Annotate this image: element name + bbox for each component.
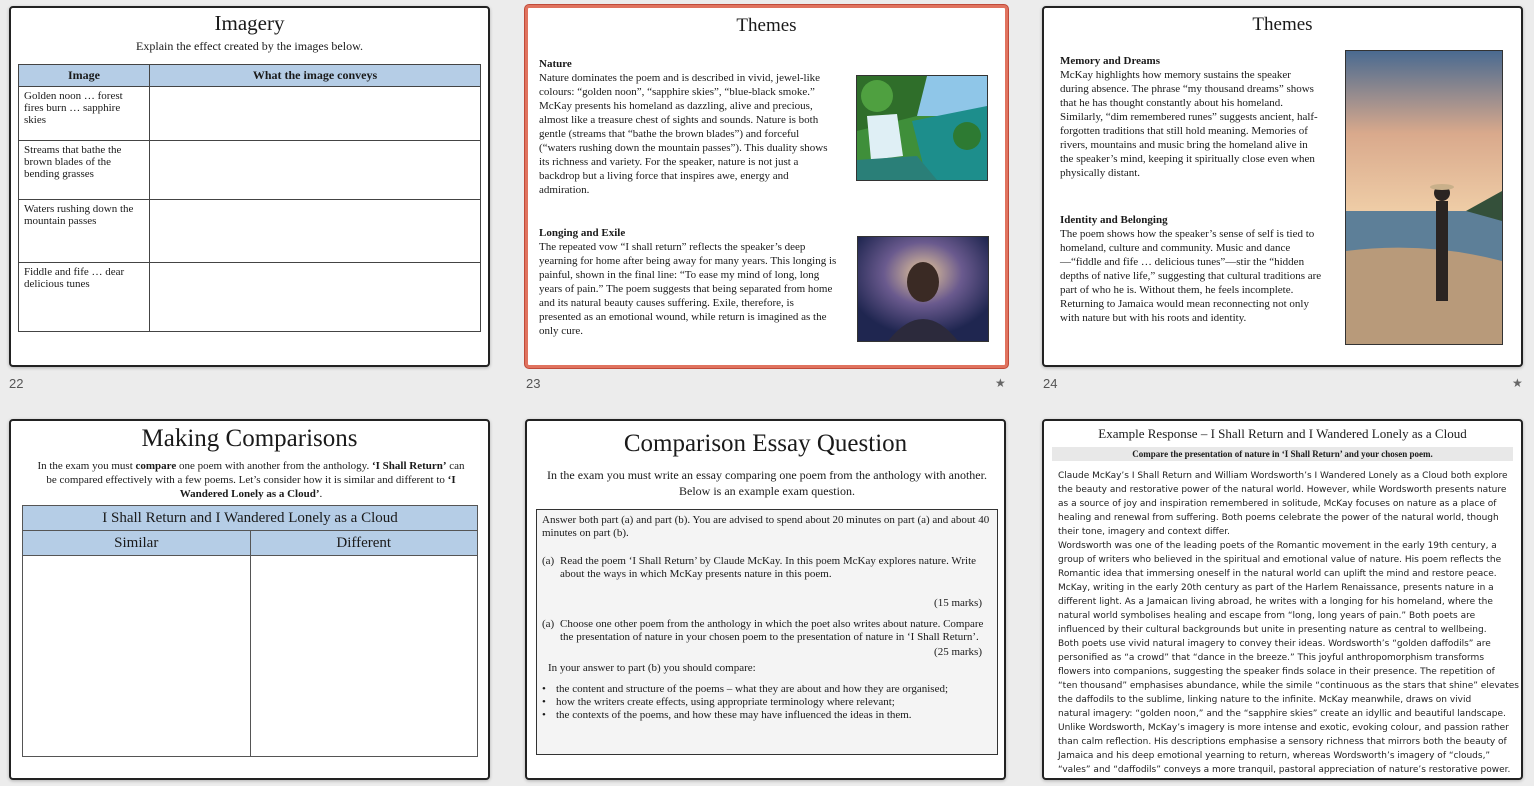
exam-instructions: Answer both part (a) and part (b). You are advised to spend about 20 minutes on part (a) and about 40 minutes on part (b). [542, 514, 990, 539]
slide-title: Example Response – I Shall Return and I Wandered Lonely as a Cloud [1098, 426, 1467, 441]
slide-intro: In the exam you must compare one poem with another from the anthology. ‘I Shall Return’ can be compared effectively with a few poems. Let’s consider how it is similar and different to ‘I Wandered Lonely as a Cloud’. [37, 460, 465, 500]
slide-subtitle: Explain the effect created by the images below. [136, 39, 363, 53]
part-a: (a) Read the poem ‘I Shall Return’ by Claude McKay. In this poem McKay explores nature. Write about the ways in which McKay presents nature in this poem. [542, 555, 977, 580]
theme-section-identity [1060, 213, 1325, 325]
different-cell [250, 556, 478, 757]
compare-intro: In your answer to part (b) you should compare: [548, 662, 756, 674]
conveys-cell [150, 200, 481, 263]
essay-line: than calm reflection. His descriptions emphasise a sensory richness that mirrors both the beauty of [1058, 737, 1507, 747]
table-row [19, 263, 481, 332]
comparison-table [22, 505, 478, 757]
essay-line: Claude McKay’s I Shall Return and William Wordsworth’s I Wandered Lonely as a Cloud both explore [1058, 471, 1508, 481]
star-icon: ★ [1512, 376, 1523, 390]
essay-line: Jamaica and his deep emotional yearning to return, whereas Wordsworth’s imagery of “clouds,” [1058, 751, 1491, 761]
similar-cell [23, 556, 251, 757]
essay-line: their tone, imagery and context differ. [1058, 527, 1231, 537]
part-b-marks: (25 marks) [934, 646, 982, 658]
theme-section-nature [539, 57, 834, 197]
essay-body [1058, 469, 1518, 777]
image-cell: Streams that bathe the brown blades of the bending grasses [19, 141, 150, 200]
essay-line: McKay, writing in the early 20th century as part of the Harlem Renaissance, presents nature in a [1058, 583, 1494, 593]
essay-line: “ten thousand” emphasises abundance, while the simile “continuous as the stars that shine” elevates [1058, 681, 1519, 691]
list-item: • the content and structure of the poems – what they are about and how they are organised; [542, 683, 949, 695]
column-header-similar: Similar [23, 531, 251, 556]
compare-bullets [542, 683, 992, 722]
essay-line: flowers into companions, suggesting the speaker finds solace in their presence. The repetition of [1058, 667, 1495, 677]
essay-line: natural imagery: “golden noon,” and the “sapphire skies” create an idyllic and beautiful landscape. [1058, 709, 1506, 719]
theme-section-memory [1060, 54, 1320, 180]
image-cell: Waters rushing down the mountain passes [19, 200, 150, 263]
star-icon: ★ [995, 376, 1006, 390]
slide-thumbnail-23[interactable] [525, 5, 1008, 368]
essay-line: different light. As a Jamaican living abroad, he writes with a longing for his homeland, where the [1058, 597, 1493, 607]
slide-title: Imagery [214, 11, 285, 35]
essay-line: healing and renewal from suffering. Both poems celebrate the power of the natural world, though [1058, 513, 1499, 523]
section-body: McKay highlights how memory sustains the speaker during absence. The phrase “my thousand dreams” shows that he has thought constantly about his homeland. Similarly, “dim remembered runes” suggests ancient, half-forgotten traditions that still hold meaning. Memories of rivers, mountains and music bring the homeland alive in the speaker’s mind, keeping it spiritually close even when physically distant. [1060, 69, 1318, 179]
slide-number: 22 [9, 376, 24, 391]
table-header: What the image conveys [150, 65, 481, 87]
table-row [19, 87, 481, 141]
table-header: Image [19, 65, 150, 87]
table-title: I Shall Return and I Wandered Lonely as a Cloud [23, 506, 478, 531]
conveys-cell [150, 141, 481, 200]
essay-line: the beauty and restorative power of the natural world. However, while Wordsworth presents nature [1058, 485, 1507, 495]
image-cell: Fiddle and fife … dear delicious tunes [19, 263, 150, 332]
slide-intro: In the exam you must write an essay comparing one poem from the anthology with another. Below is an example exam question. [547, 468, 987, 498]
portrait-image [857, 236, 989, 342]
list-item: • the contexts of the poems, and how these may have influenced the ideas in them. [542, 709, 912, 721]
essay-prompt: Compare the presentation of nature in ‘I Shall Return’ and your chosen poem. [1052, 447, 1513, 461]
exam-question-box [536, 509, 998, 755]
slide-number: 23 [526, 376, 541, 391]
waterfall-image [856, 75, 988, 181]
slide-title: Themes [736, 15, 797, 36]
slide-title: Making Comparisons [141, 425, 358, 452]
essay-line: Wordsworth was one of the leading poets of the Romantic movement in the early 19th century, a [1058, 541, 1497, 551]
essay-line: the daffodils to the sublime, linking nature to the infinite. McKay meanwhile, draws on vivid [1058, 695, 1472, 705]
slide-thumbnail-22[interactable] [9, 6, 490, 367]
part-b: (a) Choose one other poem from the anthology in which the poet also writes about nature. Compare the presentation of nature in your chosen poem to the presentation of nature in ‘I Shall Return’. [542, 618, 984, 643]
section-heading: Nature [539, 58, 572, 70]
column-header-different: Different [250, 531, 478, 556]
imagery-table [18, 64, 481, 332]
list-item: • how the writers create effects, using appropriate terminology where relevant; [542, 696, 895, 708]
conveys-cell [150, 263, 481, 332]
image-cell: Golden noon … forest fires burn … sapphire skies [19, 87, 150, 141]
section-heading: Longing and Exile [539, 227, 626, 239]
slide-thumbnail-24[interactable] [1042, 6, 1523, 367]
section-heading: Memory and Dreams [1060, 55, 1160, 67]
table-row [23, 556, 478, 757]
section-body: The poem shows how the speaker’s sense of self is tied to homeland, culture and community. Music and dance—“fiddle and fife … delicious tunes”—stir the “hidden depths of native life,” suggesting that cultural traditions are part of who he is. Without them, he feels incomplete. Returning to Jamaica would mean reconnecting not only with nature but with his roots and identity. [1060, 228, 1322, 324]
table-row [19, 141, 481, 200]
slide-thumbnail-25[interactable] [9, 419, 490, 780]
beach-man-image [1345, 50, 1503, 345]
essay-line: as a source of joy and inspiration remembered in solitude, McKay focuses on nature as a place of [1058, 499, 1497, 509]
section-body: The repeated vow “I shall return” reflects the speaker’s deep yearning for home after being away for many years. This longing is painful, shown in the final line: “To ease my mind of long, long years of pain.” The poem suggests that being separated from home and its natural beauty causes suffering. Exile, therefore, is presented as an emotional wound, while return is imagined as the only cure. [539, 241, 837, 337]
essay-line: influenced by their cultural backgrounds but unite in presenting nature as central to wellbeing. [1058, 625, 1487, 635]
slide-thumbnail-26[interactable] [525, 419, 1006, 780]
section-body: Nature dominates the poem and is described in vivid, jewel-like colours: “golden noon”, “sapphire skies”, “blue-black smoke.” McKay presents his homeland as dazzling, alive and precious, almost like a treasure chest of sights and sounds. Nature is both gentle (streams that “bathe the brown blades”) and forceful (“waters rushing down the mountain passes”). This duality shows its richness and variety. For the speaker, nature is not just a backdrop but a living force that inspires awe, energy and admiration. [539, 72, 828, 196]
slide-title: Comparison Essay Question [623, 430, 908, 457]
theme-section-longing [539, 226, 837, 338]
essay-line: Romantic idea that immersing oneself in the natural world can uplift the mind and restore peace. [1058, 569, 1497, 579]
table-row [19, 200, 481, 263]
slide-thumbnail-27[interactable] [1042, 419, 1523, 780]
conveys-cell [150, 87, 481, 141]
slide-title: Themes [1252, 14, 1313, 35]
slide-number: 24 [1043, 376, 1058, 391]
essay-line: “vales” and “daffodils” conveys a more tranquil, pastoral appreciation of nature’s restorative power. [1058, 765, 1511, 775]
part-a-marks: (15 marks) [934, 597, 982, 609]
essay-line: group of writers who believed in the spiritual and emotional value of nature. His poem reflects the [1058, 555, 1502, 565]
essay-line: Both poets use vivid natural imagery to convey their ideas. Wordsworth’s “golden daffodils” are [1058, 639, 1491, 649]
essay-line: Unlike Wordsworth, McKay’s imagery is more intense and exotic, evoking colour, and passion rather [1058, 723, 1509, 733]
essay-line: personified as “a crowd” that “dance in the breeze.” This joyful anthropomorphism transforms [1058, 653, 1485, 663]
section-heading: Identity and Belonging [1060, 214, 1168, 226]
essay-line: natural world symbolises healing and escape from “long, long years of pain.” Both poets are [1058, 611, 1476, 621]
